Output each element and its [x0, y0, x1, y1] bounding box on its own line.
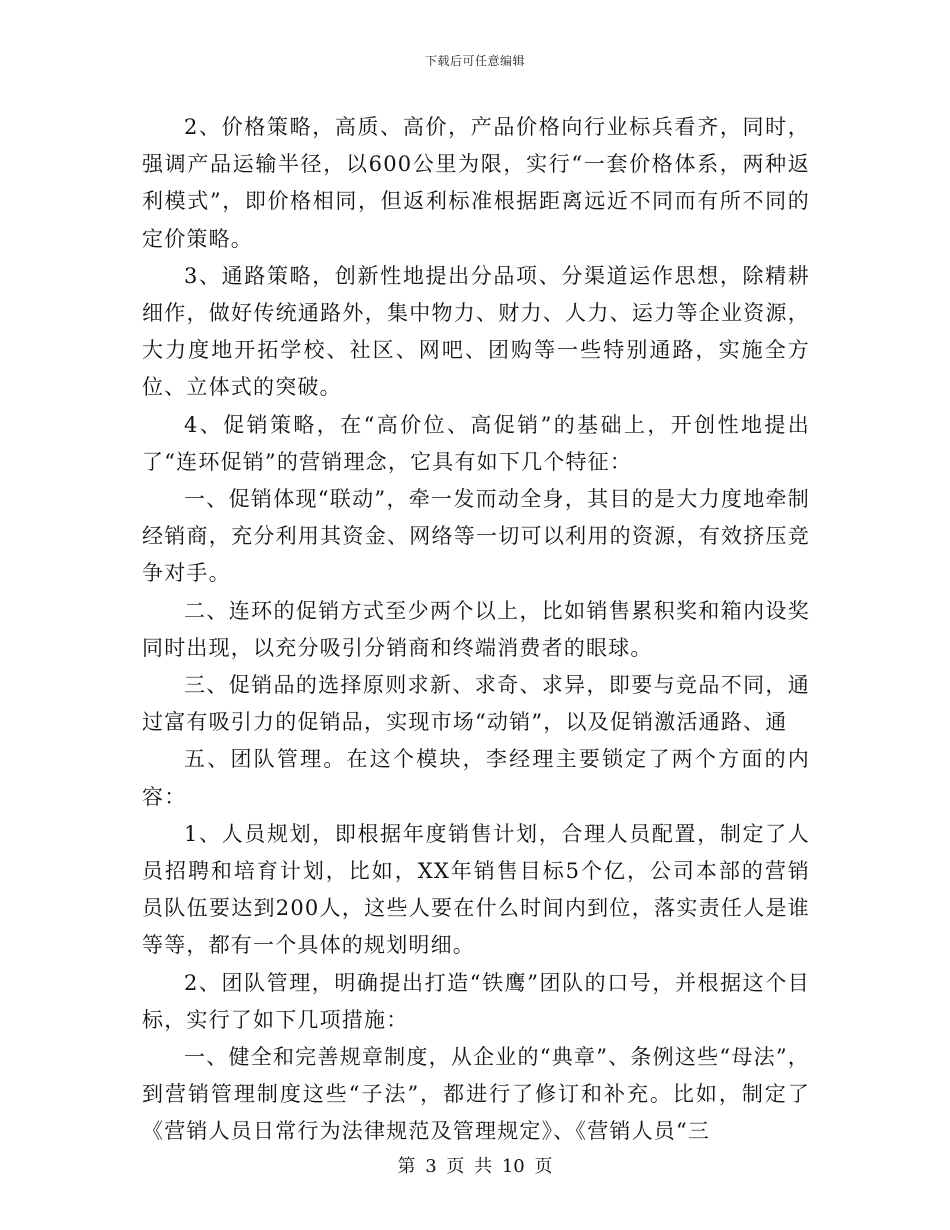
page-footer: 第 3 页 共 10 页 — [397, 1156, 553, 1177]
paragraph-personnel-planning: 1、人员规划，即根据年度销售计划，合理人员配置，制定了人员招聘和培育计划，比如，XX年销售目标5个亿，公司本部的营销员队伍要达到200人，这些人要在什么时间内到位，落实责任人是谁等等，都有一个具体的规划明细。 — [142, 821, 810, 958]
paragraph-team-management: 五、团队管理。在这个模块，李经理主要锁定了两个方面的内容： — [142, 747, 810, 809]
document-body — [142, 109, 810, 1151]
page-header: 下载后可任意编辑 — [424, 54, 525, 68]
paragraph-channel-strategy: 3、通路策略，创新性地提出分品项、分渠道运作思想，除精耕细作，做好传统通路外，集中物力、财力、人力、运力等企业资源，大力度地开拓学校、社区、网吧、团购等一些特别通路，实施全方位、立体式的突破。 — [142, 263, 810, 400]
paragraph-promotion-strategy: 4、促销策略，在“高价位、高促销”的基础上，开创性地提出了“连环促销”的营销理念，它具有如下几个特征： — [142, 412, 810, 474]
paragraph-promotion-feature-2: 二、连环的促销方式至少两个以上，比如销售累积奖和箱内设奖同时出现，以充分吸引分销商和终端消费者的眼球。 — [142, 598, 810, 660]
paragraph-promotion-feature-3: 三、促销品的选择原则求新、求奇、求异，即要与竞品不同，通过富有吸引力的促销品，实现市场“动销”，以及促销激活通路、通 — [142, 673, 810, 735]
paragraph-rules-system: 一、健全和完善规章制度，从企业的“典章”、条例这些“母法”，到营销管理制度这些“子法”，都进行了修订和补充。比如，制定了《营销人员日常行为法律规范及管理规定》、《营销人员“三 — [142, 1045, 810, 1144]
paragraph-price-strategy: 2、价格策略，高质、高价，产品价格向行业标兵看齐，同时，强调产品运输半径，以600公里为限，实行“一套价格体系，两种返利模式”，即价格相同，但返利标准根据距离远近不同而有所不同的定价策略。 — [142, 115, 810, 251]
paragraph-promotion-feature-1: 一、促销体现“联动”，牵一发而动全身，其目的是大力度地牵制经销商，充分利用其资金、网络等一切可以利用的资源，有效挤压竞争对手。 — [142, 487, 810, 586]
paragraph-team-measures: 2、团队管理，明确提出打造“铁鹰”团队的口号，并根据这个目标，实行了如下几项措施： — [142, 970, 810, 1032]
